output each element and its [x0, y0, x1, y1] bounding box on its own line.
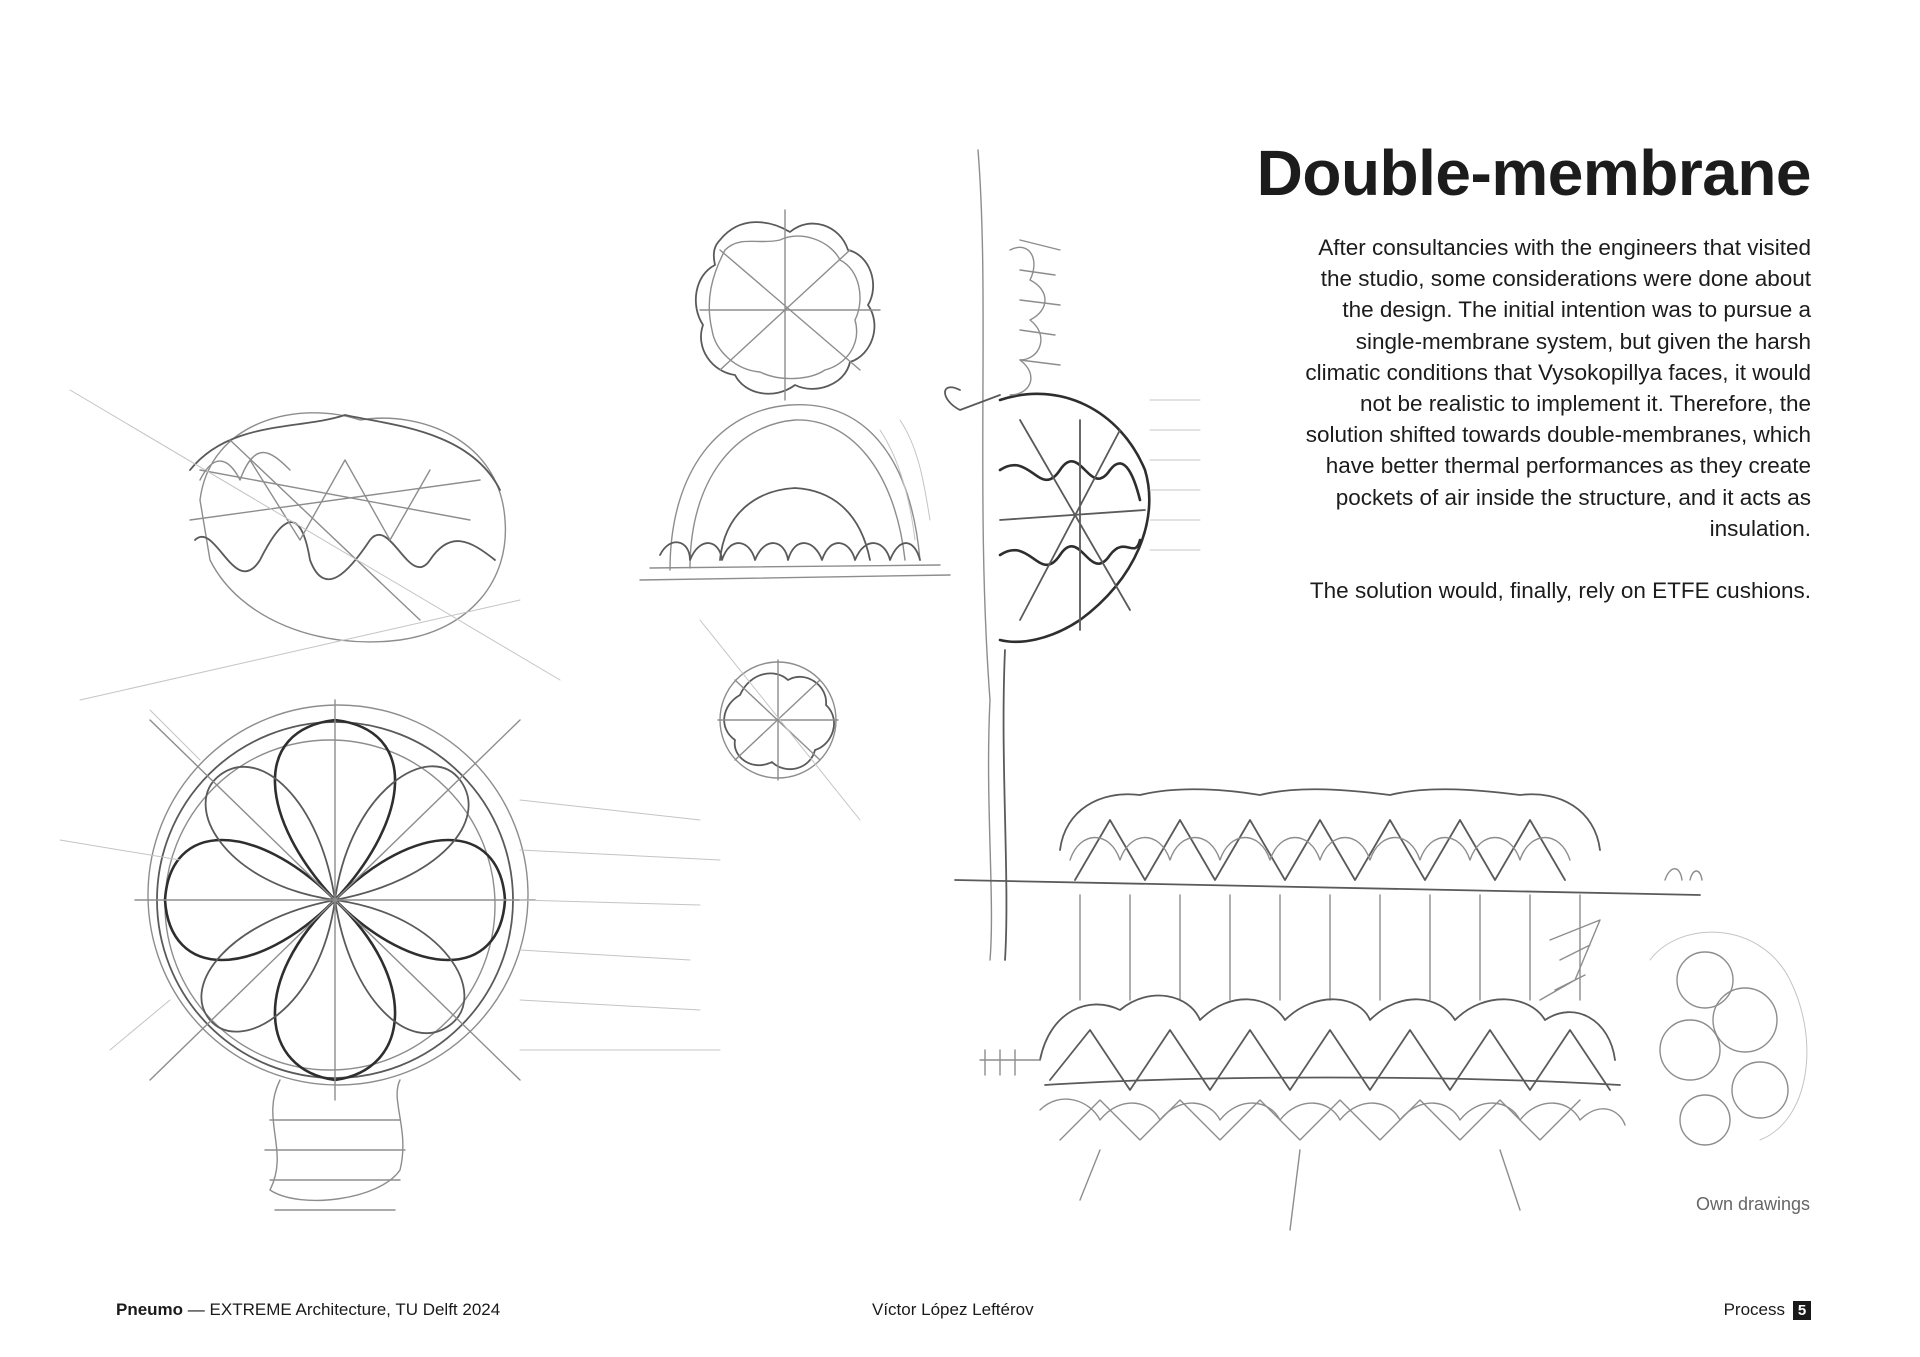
- scalloped-plan-sketch: [696, 210, 880, 400]
- dome-perspective-sketch: [70, 390, 560, 700]
- footer-separator: —: [183, 1300, 210, 1319]
- small-circle-plan-sketch: [700, 620, 860, 820]
- text-block: [1211, 138, 1811, 637]
- body-paragraph-1-text: After consultancies with the engineers that visited the studio, some considerations were done about the design. The initial intention was to pursue a single-membrane system, but given the harsh climatic conditions that Vysokopillya faces, it would not be realistic to implement it. Therefore, the solution shifted towards double-membranes, which have better thermal performances as they create pockets of air inside the structure, and it acts as insulation.: [1305, 235, 1811, 541]
- footer-course: EXTREME Architecture, TU Delft 2024: [209, 1300, 501, 1319]
- page-number: 5: [1793, 1301, 1811, 1320]
- figure-caption: Own drawings: [1695, 1194, 1810, 1214]
- body-paragraph-1: [1211, 232, 1811, 544]
- footer-author: Víctor López Leftérov: [872, 1300, 1034, 1319]
- elevation-pods-sketch: [955, 789, 1807, 1230]
- footer-project-name: Pneumo: [116, 1300, 184, 1319]
- arched-section-sketch: [640, 405, 950, 580]
- page-footer: [0, 1300, 1920, 1330]
- flower-plan-sketch: [60, 700, 720, 1210]
- body-paragraph-2: [1211, 575, 1811, 606]
- footer-section-name: Process: [1723, 1300, 1785, 1319]
- page-title: Double-membrane: [1256, 137, 1811, 209]
- footer-project-info: [116, 1300, 500, 1320]
- vertical-section-sketch: [945, 150, 1200, 960]
- footer-section-info: [1724, 1300, 1811, 1320]
- body-paragraph-2-text: The solution would, finally, rely on ETFE cushions.: [1309, 578, 1811, 604]
